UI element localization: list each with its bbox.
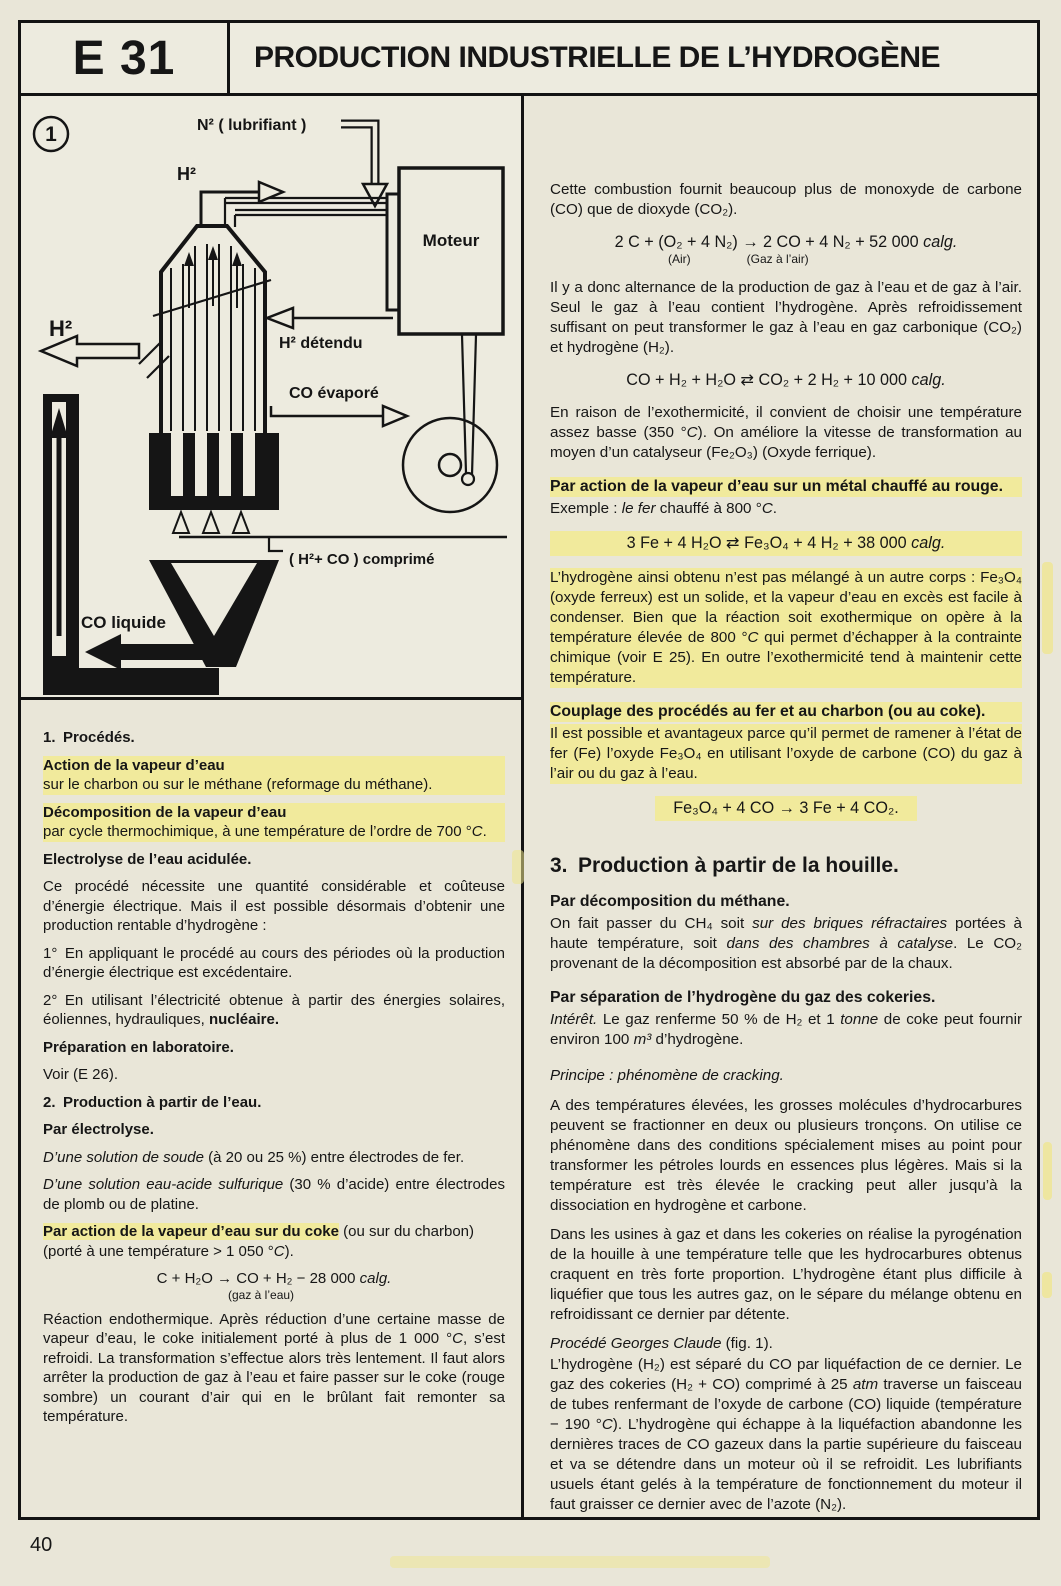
highlighter-mark bbox=[390, 1556, 770, 1568]
text-run: . bbox=[482, 823, 487, 840]
text-run: Action de la vapeur d’eau bbox=[43, 756, 225, 774]
text-run: Fe₃O₄ + 4 CO → 3 Fe + 4 CO₂. bbox=[673, 799, 899, 817]
text-run: , s’est refroidi. La transformation s’effectue alors très lentement. Il faut alors arrêter la production de gaz à l’eau et faire passer sur le coke (rouge sombre) un courant d’air qui en le brûlant fait remonter sa température. bbox=[43, 1330, 505, 1425]
text-run: tonne bbox=[840, 1011, 879, 1028]
right-column-text bbox=[524, 96, 1037, 1517]
inlet-arrow-up-icon bbox=[203, 512, 219, 533]
para-solution-soude bbox=[43, 1148, 505, 1168]
text-run: ). On améliore la vitesse de transformation au moyen d’un catalyseur (Fe₂O₃) (Oxyde ferrique). bbox=[550, 424, 1023, 461]
heading-separation-cokeries bbox=[550, 988, 1022, 1008]
n2-pipe-inner bbox=[341, 124, 375, 184]
inlet-arrow-up-icon bbox=[233, 512, 249, 533]
text-run: C bbox=[471, 823, 483, 840]
para-cracking bbox=[550, 1096, 1022, 1216]
flywheel-hub bbox=[439, 454, 461, 476]
label-co-liquide: CO liquide bbox=[81, 613, 166, 632]
text-run: C bbox=[452, 1330, 463, 1347]
text-run: (ou au coke). bbox=[883, 703, 986, 720]
heading-procedes bbox=[43, 728, 505, 748]
text-run: traverse un faisceau de tubes renfermant de l’oxyde de carbone (CO) liquide (température − 190 ° bbox=[550, 1376, 1023, 1433]
vessel-collar bbox=[149, 433, 279, 510]
section-action-vapeur-eau bbox=[43, 756, 505, 795]
text-run: C bbox=[686, 424, 698, 441]
label-n2-lubrifiant: N² ( lubrifiant ) bbox=[197, 117, 307, 134]
text-run: Il y a donc alternance de la production de gaz à l’eau et de gaz à l’air. Seul le gaz à l’eau contient l’hydrogène. Après refroidissement suffisant on peut transformer le gaz à l’eau en gaz carbonique (CO₂) et hydrogène (H₂). bbox=[550, 279, 1022, 356]
text-run: 3. Production à partir de la houille. bbox=[550, 854, 899, 877]
figure-number: 1 bbox=[45, 123, 57, 146]
text-run: D’une solution eau-acide sulfurique bbox=[43, 1176, 284, 1193]
para-point-1 bbox=[43, 944, 505, 983]
text-run: CO + H₂ + H₂O ⇄ CO₂ + 2 H₂ + 10 000 bbox=[626, 371, 912, 389]
co-evapore-arrow-right-icon bbox=[383, 406, 407, 426]
text-run: Par décomposition du méthane. bbox=[550, 893, 790, 910]
page-header bbox=[18, 20, 1040, 96]
text-run: On fait passer du CH₄ soit bbox=[550, 915, 753, 932]
para-interet bbox=[550, 1010, 1022, 1050]
feed-bracket bbox=[269, 537, 283, 551]
heading-decomposition-methane bbox=[550, 892, 1022, 912]
text-run: D’une solution de soude bbox=[43, 1148, 204, 1166]
label-h2-co-comprime: ( H²+ CO ) comprimé bbox=[289, 551, 435, 568]
text-run: sur des briques réfractaires bbox=[752, 915, 948, 932]
text-run: ). bbox=[284, 1242, 294, 1260]
figure-1-box bbox=[21, 96, 521, 700]
para-voir-e26 bbox=[43, 1065, 505, 1085]
text-run: 1. Procédés. bbox=[43, 729, 135, 746]
flow-arrow-up-icon bbox=[184, 252, 194, 266]
motor-rod bbox=[462, 335, 476, 475]
text-run: C + H₂O → CO + H₂ − 28 000 bbox=[156, 1270, 360, 1287]
vessel-slot bbox=[195, 433, 207, 496]
page-body bbox=[18, 96, 1040, 1520]
para-couplage bbox=[550, 724, 1022, 784]
text-run: portées à haute température, soit bbox=[550, 915, 1023, 952]
text-run: atm bbox=[852, 1376, 879, 1393]
section-vapeur-sur-coke bbox=[43, 1222, 505, 1261]
flow-arrow-up-icon bbox=[208, 246, 218, 260]
text-run: Voir (E 26). bbox=[43, 1066, 119, 1083]
label-h2-left: H² bbox=[49, 316, 73, 341]
motor-inlet-box bbox=[387, 194, 399, 310]
equation-gaz-a-leau bbox=[43, 1269, 505, 1302]
text-run: qui permet d’échapper à la contrainte chimique (voir E 25). En outre l’exothermicité tend à maintenir cette température. bbox=[550, 629, 1022, 686]
left-column-text bbox=[21, 700, 521, 1517]
text-run: 2° En utilisant l’électricité obtenue à partir des énergies solaires, éoliennes, hydrauliques, bbox=[43, 991, 505, 1028]
para-pyrogenation bbox=[550, 1225, 1022, 1325]
flow-arrow-up-icon bbox=[232, 252, 242, 266]
label-h2-top: H² bbox=[177, 164, 196, 184]
inlet-arrow-up-icon bbox=[173, 512, 189, 533]
text-run: (30 % d’acide) entre électrodes de plomb ou de platine. bbox=[43, 1176, 505, 1213]
text-run: le fer bbox=[621, 500, 656, 517]
heading-vapeur-metal-rouge bbox=[550, 477, 1022, 497]
text-run: sur le charbon ou sur le méthane (reformage du méthane). bbox=[43, 776, 433, 793]
text-run: dans des chambres à catalyse bbox=[726, 935, 954, 952]
text-run: Par action de la vapeur d’eau sur un métal chauffé au rouge. bbox=[550, 478, 1003, 495]
para-reaction-endothermique bbox=[43, 1310, 505, 1427]
text-run: . Le CO₂ provenant de la décomposition est absorbé par de la chaux. bbox=[550, 935, 1023, 972]
text-run: Procédé Georges Claude bbox=[550, 1335, 722, 1352]
text-run: calg. bbox=[923, 233, 958, 251]
vessel-slot bbox=[171, 433, 183, 496]
figure-1-diagram bbox=[21, 96, 521, 697]
page-title: PRODUCTION INDUSTRIELLE DE L’HYDROGÈNE bbox=[254, 41, 941, 74]
text-run: Couplage des procédés au fer et au charbon bbox=[550, 703, 884, 720]
text-run: calg. bbox=[911, 534, 946, 552]
highlighter-mark bbox=[1042, 562, 1053, 654]
para-georges-claude bbox=[550, 1355, 1022, 1515]
highlighter-mark bbox=[1043, 1142, 1052, 1200]
text-run: (porté à une température > 1 050 ° bbox=[43, 1242, 274, 1260]
section-code: E 31 bbox=[21, 23, 230, 93]
highlighter-mark bbox=[1042, 1272, 1052, 1298]
text-run: Intérêt. bbox=[550, 1011, 598, 1028]
text-run: Par séparation de l’hydrogène du gaz des cokeries. bbox=[550, 989, 936, 1006]
equation-note-line bbox=[43, 1289, 505, 1302]
n2-pipe-outer bbox=[341, 124, 375, 184]
equation-note-line bbox=[550, 253, 1022, 266]
section-decomposition-vapeur bbox=[43, 803, 505, 842]
text-run: 3 Fe + 4 H₂O ⇄ Fe₃O₄ + 4 H₂ + 38 000 bbox=[626, 534, 912, 552]
para-alternance bbox=[550, 278, 1022, 358]
text-run: (ou sur du charbon) bbox=[338, 1223, 475, 1240]
text-run: A des températures élevées, les grosses molécules d’hydrocarbures peuvent se fractionner en deux ou plusieurs tronçons. On utilise ce phénomène dans des conditions spécialement mises au point pour transformer les pétroles lourds en essences plus légères. Mais si la température est très élevée le cracking peut aller jusqu’à la dissociation en hydrogène et carbone. bbox=[550, 1097, 1022, 1214]
label-moteur: Moteur bbox=[422, 231, 480, 250]
text-run: En raison de l’exothermicité, il convient de choisir une température assez basse (350 ° bbox=[550, 404, 1022, 441]
co-liquide-arrow-left-icon bbox=[85, 634, 209, 670]
heading-par-electrolyse bbox=[43, 1120, 505, 1140]
text-run: Préparation en laboratoire. bbox=[43, 1038, 234, 1056]
text-run: nucléaire. bbox=[208, 1011, 279, 1028]
text-run: m³ bbox=[633, 1031, 652, 1048]
para-point-2 bbox=[43, 991, 505, 1030]
text-run: (fig. 1). bbox=[721, 1335, 773, 1352]
text-run: par cycle thermochimique, à une température de l’ordre de 700 ° bbox=[43, 823, 472, 840]
highlighter-mark bbox=[512, 850, 524, 884]
text-run: L’hydrogène (H₂) est séparé du CO par liquéfaction de ce dernier. Le gaz des cokeries (H₂ + CO) comprimé à 25 bbox=[550, 1356, 1022, 1393]
heading-preparation-laboratoire bbox=[43, 1038, 505, 1058]
heading-electrolyse-acidulee bbox=[43, 850, 505, 870]
motor-box bbox=[399, 168, 503, 334]
text-run: Cette combustion fournit beaucoup plus de monoxyde de carbone (CO) que de dioxyde (CO₂). bbox=[550, 181, 1022, 218]
vessel-slot bbox=[219, 433, 231, 496]
text-run: calg. bbox=[911, 371, 946, 389]
text-run: 2. Production à partir de l’eau. bbox=[43, 1093, 262, 1111]
text-run: C bbox=[273, 1242, 285, 1260]
label-co-evapore: CO évaporé bbox=[289, 385, 379, 402]
equation-note: (Air) bbox=[668, 252, 691, 266]
page-number: 40 bbox=[30, 1534, 53, 1556]
equation-fer-vapeur bbox=[550, 531, 1022, 556]
equation-note: (gaz à l’eau) bbox=[228, 1287, 295, 1302]
para-combustion bbox=[550, 180, 1022, 220]
left-column bbox=[21, 96, 524, 1517]
text-run: C bbox=[747, 629, 759, 646]
text-run: Principe : phénomène de cracking. bbox=[550, 1067, 784, 1084]
text-run: calg. bbox=[359, 1270, 392, 1287]
para-hydrogene-pur bbox=[550, 568, 1022, 688]
text-run: Le gaz renferme 50 % de H₂ et 1 bbox=[597, 1011, 841, 1028]
text-run: de coke peut fournir environ 100 bbox=[550, 1011, 1022, 1048]
heading-production-eau bbox=[43, 1093, 505, 1113]
h2-detendu-arrow-left-icon bbox=[267, 308, 293, 328]
text-run: 1° En appliquant le procédé au cours des périodes où la production d’énergie électrique est excédentaire. bbox=[43, 944, 505, 981]
text-run: Par électrolyse. bbox=[43, 1121, 154, 1138]
para-electrolyse-cout bbox=[43, 877, 505, 936]
text-run: L’hydrogène ainsi obtenu n’est pas mélangé à un autre corps : Fe₃O₄ (oxyde ferreux) est un solide, et la vapeur d’eau en excès est facile à condenser. Bien que la réaction soit exothermique on opère à la température élevée de 800 ° bbox=[550, 569, 1022, 646]
text-run: Exemple : bbox=[550, 500, 622, 517]
equation-reduction-oxyde bbox=[655, 796, 917, 821]
text-run: d’hydrogène. bbox=[651, 1031, 744, 1048]
text-run: Réaction endothermique. Après réduction d’une certaine masse de vapeur d’eau, le coke initialement porté à plus de 1 000 ° bbox=[43, 1310, 505, 1347]
text-run: C bbox=[601, 1416, 613, 1433]
para-exothermicite bbox=[550, 403, 1022, 463]
co-evapore-line bbox=[271, 406, 383, 416]
text-run: . bbox=[772, 500, 778, 517]
pipes-to-motor bbox=[225, 198, 387, 227]
text-run: Ce procédé nécessite une quantité considérable et coûteuse d’énergie électrique. Mais il est possible désormais d’obtenir une production rentable d’hydrogène : bbox=[43, 878, 505, 934]
text-run: 2 C + (O₂ + 4 N₂) → 2 CO + 4 N₂ + 52 000 bbox=[614, 233, 924, 251]
heading-production-houille bbox=[550, 853, 1022, 878]
text-run: (à 20 ou 25 %) entre électrodes de fer. bbox=[203, 1148, 465, 1166]
text-run: chauffé à 800 ° bbox=[655, 500, 762, 517]
text-run: Par action de la vapeur d’eau sur du coke bbox=[43, 1223, 339, 1240]
para-methane bbox=[550, 914, 1022, 974]
heading-couplage-procedes bbox=[550, 702, 1022, 722]
text-run: Décomposition de la vapeur d’eau bbox=[43, 803, 287, 821]
text-run: C bbox=[761, 500, 773, 517]
tower-flow-arrows bbox=[189, 258, 237, 308]
heading-procede-georges-claude bbox=[550, 1334, 1022, 1354]
text-run: Electrolyse de l’eau acidulée. bbox=[43, 850, 252, 868]
heading-principe-cracking bbox=[550, 1066, 1022, 1086]
equation-gaz-a-lair bbox=[550, 232, 1022, 266]
text-run: Dans les usines à gaz et dans les cokeries on réalise la pyrogénation de la houille à une température telle que les hydrocarbures obtenus craquent en très forte proportion. L’hydrogène étant plus difficile à liquéfier que tous les autres gaz, on le sépare du mélange obtenu en refroidissant ce dernier par détente. bbox=[550, 1226, 1022, 1323]
equation-conversion-co bbox=[550, 370, 1022, 391]
tower-baffles bbox=[139, 280, 271, 378]
text-run: ). L’hydrogène qui échappe à la liquéfaction abandonne les dernières traces de CO gazeux dans la partie supérieure du faisceau et va se détendre dans un moteur où il se refroidit. Les lubrifiants usuels étant gelés à la température de fonctionnement du moteur il faut graisser ce dernier avec de l’azote (N₂). bbox=[550, 1416, 1022, 1513]
label-h2-detendu: H² détendu bbox=[279, 335, 363, 352]
vessel-slot bbox=[243, 433, 255, 496]
crank-pin bbox=[462, 473, 474, 485]
para-solution-acide bbox=[43, 1175, 505, 1214]
text-run: Il est possible et avantageux parce qu’il permet de ramener à l’état de fer (Fe) l’oxyde Fe₃O₄ en utilisant l’oxyde de carbone (CO) du gaz à l’air ou du gaz à l’eau. bbox=[550, 725, 1022, 782]
equation-note: (Gaz à l’air) bbox=[746, 252, 809, 266]
para-exemple-fer bbox=[550, 499, 1022, 519]
